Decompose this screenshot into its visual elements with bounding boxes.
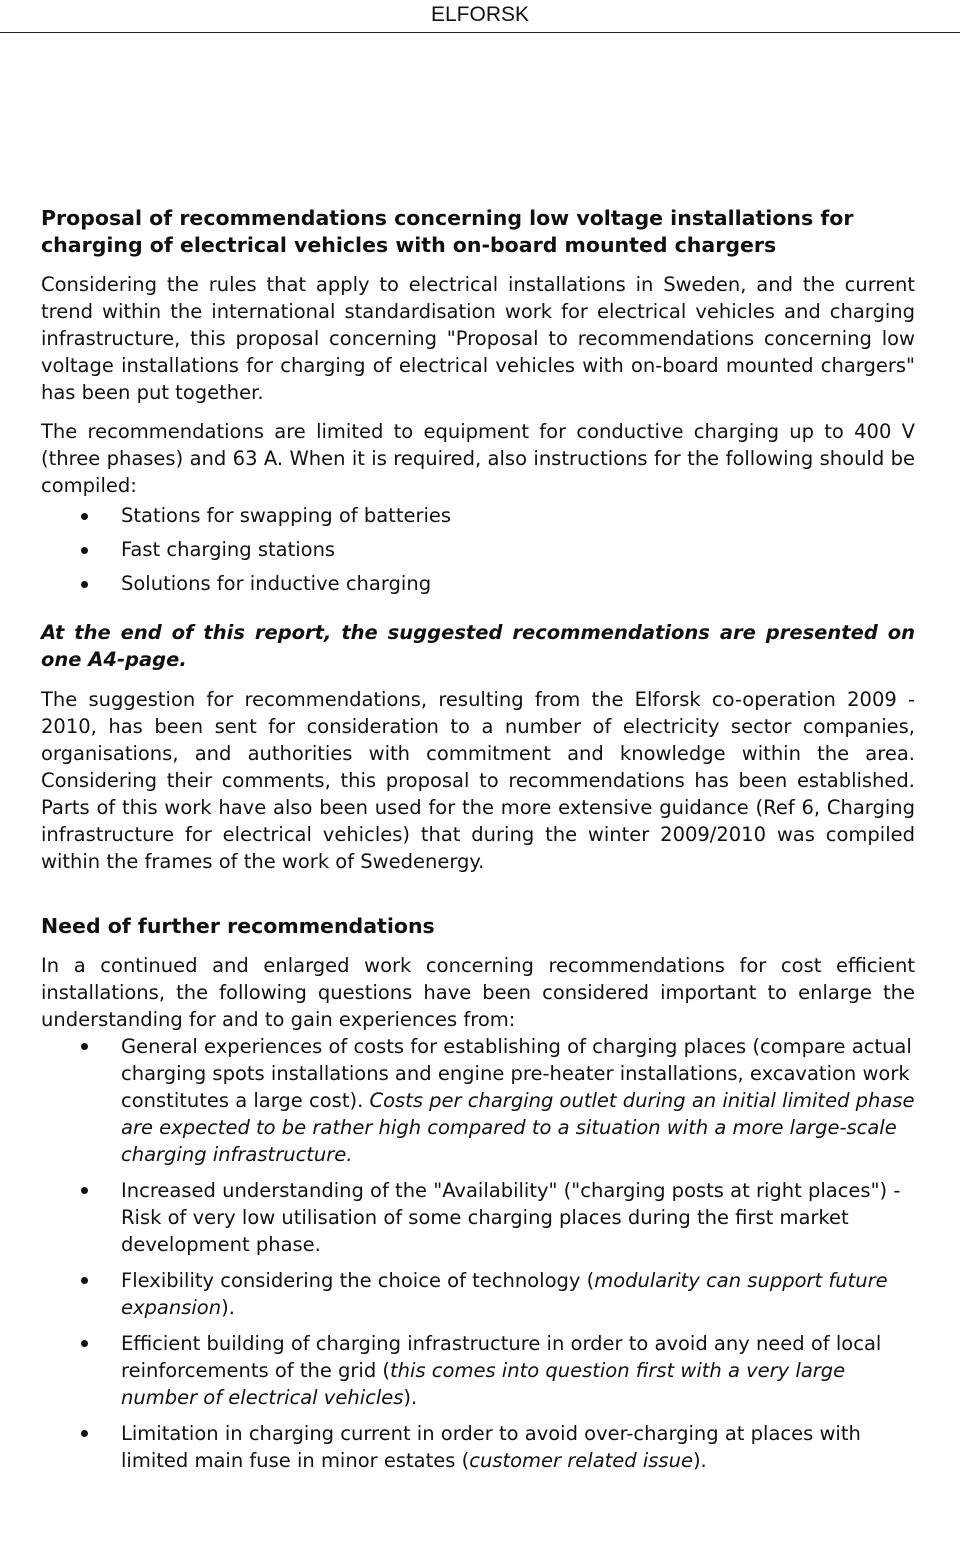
list-item-text: Flexibility considering the choice of technology ( [121, 1269, 595, 1292]
list-item [41, 1267, 915, 1321]
list-item [41, 1420, 915, 1474]
list-item [41, 533, 915, 567]
bullet-icon [81, 1430, 88, 1437]
bullet-icon [81, 581, 88, 588]
a4-note: At the end of this report, the suggested recommendations are presented on one A4-page. [41, 621, 915, 671]
list-item-text: Solutions for inductive charging [121, 572, 432, 595]
list-item-text: Stations for swapping of batteries [121, 504, 452, 527]
page-header [0, 0, 960, 33]
list-item-text: Fast charging stations [121, 538, 336, 561]
list-item [41, 1177, 915, 1258]
intro-paragraph: Considering the rules that apply to electrical installations in Sweden, and the current trend within the international standardisation work for electrical vehicles and charging infrastructure, this proposal concerning "Proposal to recommendations concerning low voltage installations for charging of electrical vehicles with on-board mounted chargers" has been put together. [41, 273, 915, 404]
bullet-icon [81, 1277, 88, 1284]
list-item [41, 1330, 915, 1411]
further-paragraph: In a continued and enlarged work concerning recommendations for cost efficient installations, the following questions have been considered important to enlarge the understanding for and to gain experiences from: [41, 954, 915, 1031]
list-item-text: Limitation in charging current in order to avoid over-charging at places with limited main fuse in minor estates ( [121, 1422, 861, 1472]
list-item [41, 499, 915, 533]
compile-list [41, 499, 915, 601]
list-item-italic: modularity can support future expansion [121, 1269, 888, 1319]
bullet-icon [81, 1340, 88, 1347]
suggestion-paragraph: The suggestion for recommendations, resulting from the Elforsk co-operation 2009 - 2010, has been sent for consideration to a number of electricity sector companies, organisations, and authorities with commitment and knowledge within the area. Considering their comments, this proposal to recommendations has been established. Parts of this work have also been used for the more extensive guidance (Ref 6, Charging infrastructure for electrical vehicles) that during the winter 2009/2010 was compiled within the frames of the work of Swedenergy. [41, 688, 915, 873]
bullet-icon [81, 1043, 88, 1050]
scope-paragraph: The recommendations are limited to equipment for conductive charging up to 400 V (three phases) and 63 A. When it is required, also instructions for the following should be compiled: [41, 420, 915, 497]
document-title: Proposal of recommendations concerning low voltage installations for charging of electrical vehicles with on-board mounted chargers [41, 206, 854, 257]
list-item-text: Increased understanding of the "Availability" ("charging posts at right places") - Risk of very low utilisation of some charging places during the first market development phase. [121, 1179, 901, 1256]
bullet-icon [81, 513, 88, 520]
list-item-tail: ). [403, 1386, 418, 1409]
list-item [41, 1033, 915, 1168]
list-item-italic: Costs per charging outlet during an initial limited phase are expected to be rather high compared to a situation with a more large-scale charging infrastructure. [121, 1089, 915, 1166]
list-item-italic: this comes into question first with a very large number of electrical vehicles [121, 1359, 846, 1409]
list-item [41, 567, 915, 601]
list-item-text: General experiences of costs for establishing of charging places (compare actual charging spots installations and engine pre-heater installations, excavation work constitutes a large cost). [121, 1035, 912, 1112]
section-heading: Need of further recommendations [41, 914, 435, 938]
list-item-tail: ). [221, 1296, 235, 1319]
list-item-text: Efficient building of charging infrastructure in order to avoid any need of local reinforcements of the grid ( [121, 1332, 882, 1382]
bullet-icon [81, 547, 88, 554]
header-title: ELFORSK [430, 3, 530, 26]
list-item-italic: customer related issue [469, 1449, 693, 1472]
bullet-icon [81, 1187, 88, 1194]
questions-list [41, 1033, 915, 1474]
list-item-tail: ). [692, 1449, 707, 1472]
document-body [41, 205, 915, 1483]
